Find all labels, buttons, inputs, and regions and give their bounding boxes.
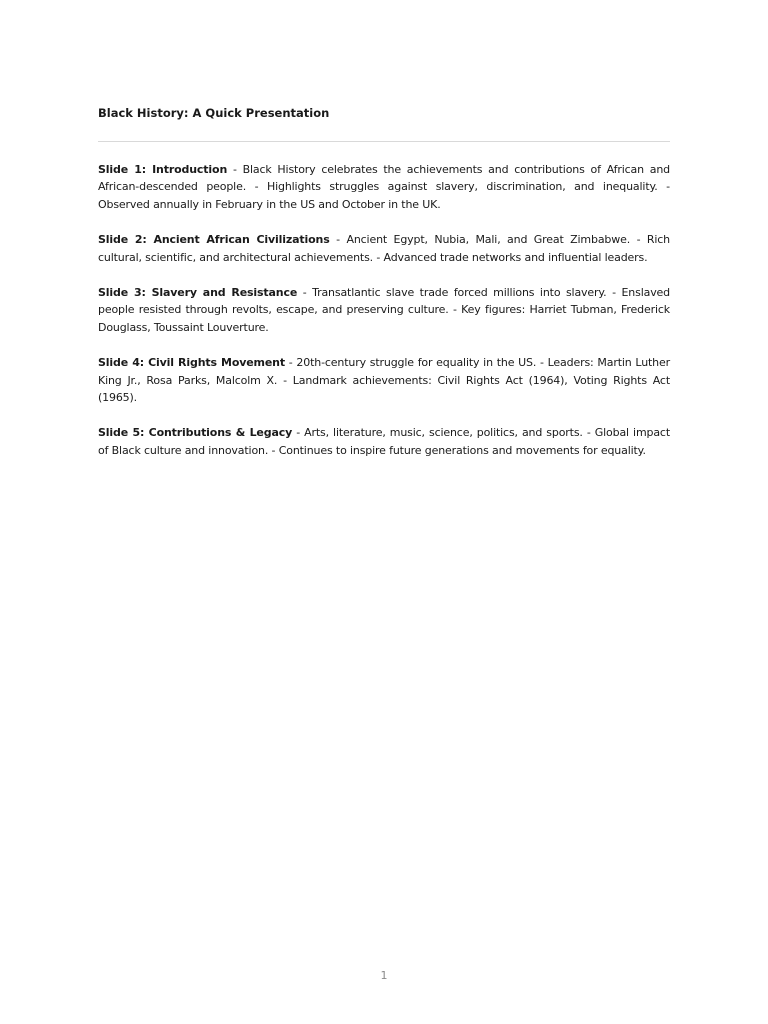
slide-heading: Slide 1: Introduction <box>98 163 228 176</box>
slide-body: - 20th-century struggle for equality in the US. - Leaders: Martin Luther King Jr., Rosa Parks, Malcolm X. - Landmark achievements: Civil Rights Act (1964), Voting Rights Act (1965). <box>98 356 670 405</box>
slide-heading: Slide 5: Contributions & Legacy <box>98 426 293 440</box>
slide-heading: Slide 3: Slavery and Resistance <box>98 286 298 300</box>
slide-body: - Arts, literature, music, science, politics, and sports. - Global impact of Black culture and innovation. - Continues to inspire future generations and movements for equality. <box>98 426 670 457</box>
slide-body: - Ancient Egypt, Nubia, Mali, and Great Zimbabwe. - Rich cultural, scientific, and architectural achievements. - Advanced trade networks and influential leaders. <box>98 233 670 264</box>
page-number: 1 <box>380 969 388 982</box>
document-title: Black History: A Quick Presentation <box>98 106 330 120</box>
slide-body: - Black History celebrates the achievements and contributions of African and African-descended people. - Highlights struggles against slavery, discrimination, and inequality. - Observed annually in February in the US and October in the UK. <box>98 163 670 211</box>
slide-paragraph-5 <box>98 424 670 459</box>
slide-list <box>98 161 670 459</box>
title-divider <box>98 141 670 142</box>
slide-paragraph-4 <box>98 354 670 406</box>
slide-heading: Slide 4: Civil Rights Movement <box>98 356 285 370</box>
slide-paragraph-2 <box>98 231 670 266</box>
slide-body: - Transatlantic slave trade forced millions into slavery. - Enslaved people resisted through revolts, escape, and preserving culture. - Key figures: Harriet Tubman, Frederick Douglass, Toussaint Louverture. <box>98 286 670 334</box>
slide-paragraph-1 <box>98 161 670 213</box>
slide-heading: Slide 2: Ancient African Civilizations <box>98 233 330 247</box>
document-page <box>98 104 670 477</box>
slide-paragraph-3 <box>98 284 670 336</box>
